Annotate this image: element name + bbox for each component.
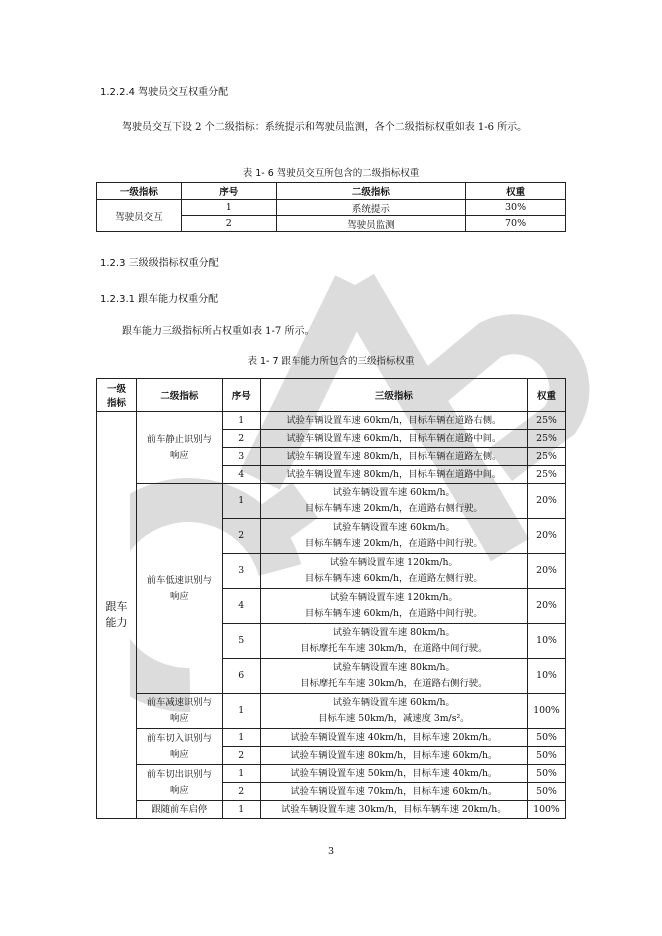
level3-line: 试验车辆设置车速 80km/h，目标车辆在道路中间。 [286,468,502,480]
table-1-6-caption: 表 1- 6 驾驶员交互所包含的二级指标权重 [242,168,420,179]
header-weight: 权重 [466,183,566,200]
header-no: 序号 [222,379,260,412]
no-cell: 3 [222,554,260,589]
level3-cell [260,448,527,466]
weight-cell: 25% [527,448,565,466]
level3-line: 试验车辆设置车速 60km/h。 [332,522,455,533]
level3-line: 试验车辆设置车速 80km/h，目标车辆在道路左侧。 [286,450,502,462]
section-heading-1-2-3-1: 1.2.3.1 跟车能力权重分配 [100,294,219,305]
table-row [97,484,566,519]
weight-cell: 20% [527,484,565,519]
paragraph-following-ability: 跟车能力三级指标所占权重如表 1-7 所示。 [122,326,315,337]
table-1-7-body [97,412,566,819]
no-cell: 1 [222,694,260,729]
no-cell: 1 [181,200,276,216]
table-row [97,200,566,216]
weight-cell: 70% [466,216,566,232]
level3-line: 目标摩托车车速 30km/h，在道路中间行驶。 [300,643,488,654]
weight-cell: 10% [527,659,565,694]
weight-cell: 100% [527,801,565,819]
level2-cell: 跟随前车启停 [136,801,222,819]
no-cell: 5 [222,624,260,659]
table-1-7-caption: 表 1- 7 跟车能力所包含的三级指标权重 [247,356,415,367]
table-1-7 [96,378,566,819]
weight-cell: 50% [527,765,565,783]
no-cell: 4 [222,466,260,484]
level3-cell [260,659,527,694]
level3-cell [260,747,527,765]
level2-cell: 前车减速识别与响应 [136,694,222,729]
level3-line: 试验车辆设置车速 30km/h，目标车辆车速 20km/h。 [281,803,507,815]
level3-cell [260,694,527,729]
level3-line: 目标车辆车速 60km/h，在道路左侧行驶。 [304,573,483,584]
weight-cell: 20% [527,589,565,624]
header-level2: 二级指标 [276,183,466,200]
paragraph-driver-interaction: 驾驶员交互下设 2 个二级指标：系统提示和驾驶员监测，各个二级指标权重如表 1-6 所示。 [122,122,528,133]
table-row [97,694,566,729]
no-cell: 2 [222,783,260,801]
header-level2: 二级指标 [136,379,222,412]
table-row [97,765,566,783]
level2-cell: 前车切入识别与响应 [136,729,222,765]
weight-cell: 50% [527,747,565,765]
table-header-row [97,183,566,200]
level3-cell [260,484,527,519]
level3-line: 目标摩托车车速 30km/h，在道路右侧行驶。 [300,678,488,689]
level3-line: 试验车辆设置车速 70km/h，目标车速 60km/h。 [290,785,498,797]
table-header-row [97,379,566,412]
weight-cell: 20% [527,519,565,554]
level3-line: 试验车辆设置车速 50km/h，目标车速 40km/h。 [290,767,498,779]
level3-line: 试验车辆设置车速 120km/h。 [329,592,458,603]
no-cell: 6 [222,659,260,694]
section-heading-1-2-3: 1.2.3 三级级指标权重分配 [100,258,219,269]
level3-cell [260,624,527,659]
level2-cell: 前车切出识别与响应 [136,765,222,801]
level3-cell [260,466,527,484]
weight-cell: 50% [527,729,565,747]
no-cell: 2 [222,430,260,448]
weight-cell: 25% [527,412,565,430]
no-cell: 1 [222,765,260,783]
weight-cell: 20% [527,554,565,589]
weight-cell: 25% [527,430,565,448]
level3-line: 试验车辆设置车速 60km/h，目标车辆在道路中间。 [286,432,502,444]
no-cell: 1 [222,484,260,519]
level3-line: 试验车辆设置车速 80km/h。 [332,627,455,638]
level2-cell: 系统提示 [276,200,466,216]
level2-cell: 驾驶员监测 [276,216,466,232]
no-cell: 2 [181,216,276,232]
level2-cell: 前车静止识别与响应 [136,412,222,484]
weight-cell: 100% [527,694,565,729]
level1-cell: 跟车能力 [97,412,137,819]
header-weight: 权重 [527,379,565,412]
no-cell: 2 [222,519,260,554]
level3-line: 试验车辆设置车速 60km/h，目标车辆在道路右侧。 [286,414,502,426]
level1-cell: 驾驶员交互 [97,200,182,232]
no-cell: 3 [222,448,260,466]
header-level3: 三级指标 [260,379,527,412]
header-no: 序号 [181,183,276,200]
page-number: 3 [327,846,335,857]
level3-cell [260,554,527,589]
table-1-6 [96,182,566,232]
level3-line: 目标车速 50km/h，减速度 3m/s²。 [318,713,470,724]
table-row [97,729,566,747]
weight-cell: 50% [527,783,565,801]
level3-line: 试验车辆设置车速 40km/h，目标车速 20km/h。 [290,731,498,743]
level3-line: 试验车辆设置车速 120km/h。 [329,557,458,568]
level3-cell [260,589,527,624]
level3-cell [260,729,527,747]
level3-line: 目标车辆车速 20km/h，在道路中间行驶。 [304,538,483,549]
level3-line: 试验车辆设置车速 80km/h，目标车速 60km/h。 [290,749,498,761]
level3-cell [260,519,527,554]
weight-cell: 30% [466,200,566,216]
level3-cell [260,430,527,448]
table-row [97,412,566,430]
level3-cell [260,783,527,801]
level3-cell [260,765,527,783]
level3-line: 试验车辆设置车速 60km/h。 [332,487,455,498]
weight-cell: 25% [527,466,565,484]
no-cell: 1 [222,412,260,430]
header-level1: 一级指标 [97,379,137,412]
no-cell: 1 [222,729,260,747]
level3-line: 试验车辆设置车速 60km/h。 [332,697,455,708]
level3-line: 目标车辆车速 20km/h，在道路右侧行驶。 [304,503,483,514]
section-heading-1-2-2-4: 1.2.2.4 驾驶员交互权重分配 [100,87,229,98]
level3-line: 目标车辆车速 60km/h，在道路中间行驶。 [304,608,483,619]
level3-cell [260,801,527,819]
table-row [97,801,566,819]
level3-cell [260,412,527,430]
level3-line: 试验车辆设置车速 80km/h。 [332,662,455,673]
no-cell: 1 [222,801,260,819]
no-cell: 2 [222,747,260,765]
header-level1: 一级指标 [97,183,182,200]
no-cell: 4 [222,589,260,624]
weight-cell: 10% [527,624,565,659]
level2-cell: 前车低速识别与响应 [136,484,222,694]
